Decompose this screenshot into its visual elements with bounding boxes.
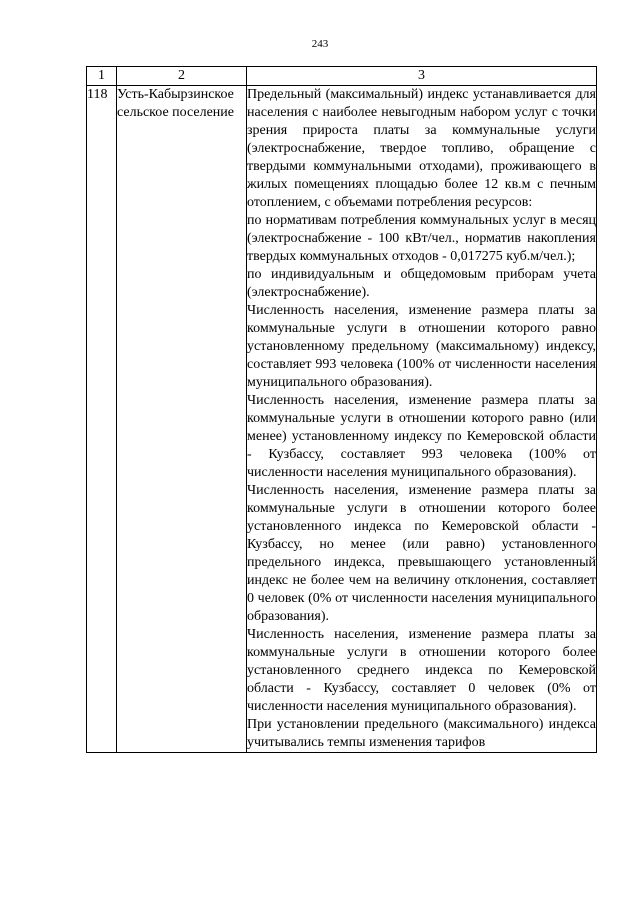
page-number: 243	[311, 38, 329, 50]
column-header-1: 1	[87, 67, 117, 86]
table-row	[87, 86, 597, 753]
description-cell	[247, 86, 597, 753]
description-paragraph: по нормативам потребления коммунальных услуг в месяц (электроснабжение - 100 кВт/чел., норматив накопления твердых коммунальных отходов - 0,017275 куб.м/чел.);	[247, 213, 596, 264]
column-header-3: 3	[247, 67, 597, 86]
description-paragraph: по индивидуальным и общедомовым приборам учета (электроснабжение).	[247, 267, 596, 300]
settlement-name: Усть-Кабырзинское сельское поселение	[117, 86, 247, 753]
description-paragraph: Численность населения, изменение размера платы за коммунальные услуги в отношении которого равно установленному предельному (максимальному) индексу, составляет 993 человека (100% от численности населения муниципального образования).	[247, 303, 596, 390]
document-table	[86, 66, 597, 753]
description-paragraph: Численность населения, изменение размера платы за коммунальные услуги в отношении которого равно (или менее) установленному индексу по Кемеровской области - Кузбассу, составляет 993 человека (100% от численности населения муниципального образования).	[247, 393, 596, 480]
description-paragraph: При установлении предельного (максимального) индекса учитывались темпы изменения тарифов	[247, 717, 596, 750]
description-paragraph: Численность населения, изменение размера платы за коммунальные услуги в отношении которого более установленного среднего индекса по Кемеровской области - Кузбассу, составляет 0 человек (0% от численности населения муниципального образования).	[247, 627, 596, 714]
row-number: 118	[87, 86, 117, 753]
table-header-row	[87, 67, 597, 86]
description-paragraph: Предельный (максимальный) индекс устанавливается для населения с наиболее невыгодным набором услуг с точки зрения прироста платы за коммунальные услуги (электроснабжение, твердое топливо, обращение с твердыми коммунальными отходами), проживающего в жилых помещениях площадью более 12 кв.м с печным отоплением, с объемами потребления ресурсов:	[247, 87, 596, 210]
column-header-2: 2	[117, 67, 247, 86]
description-paragraph: Численность населения, изменение размера платы за коммунальные услуги в отношении которого более установленного индекса по Кемеровской области - Кузбассу, но менее (или равно) установленного предельного индекса, превышающего установленный индекс не более чем на величину отклонения, составляет 0 человек (0% от численности населения муниципального образования).	[247, 483, 596, 624]
